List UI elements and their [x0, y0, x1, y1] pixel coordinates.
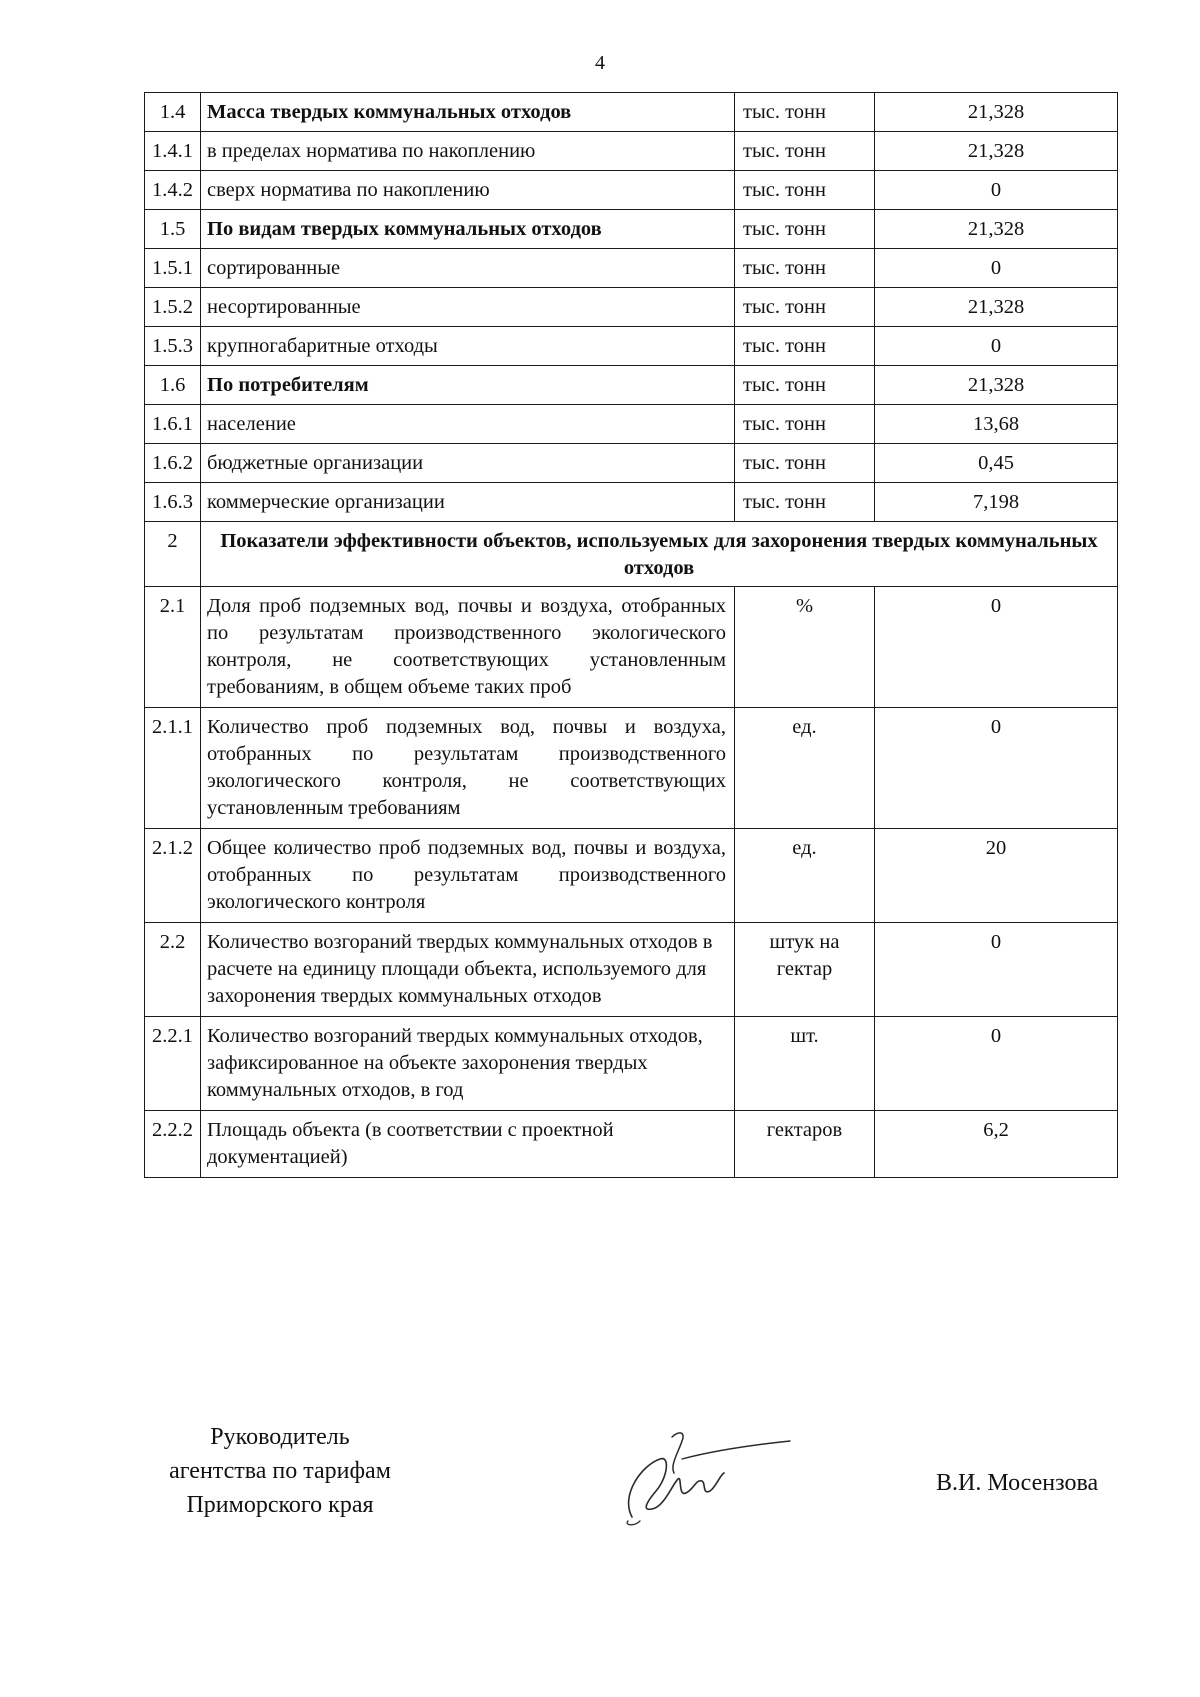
section-title: Показатели эффективности объектов, используемых для захоронения твердых коммунальных отходов — [201, 522, 1118, 587]
row-unit: шт. — [735, 1017, 875, 1111]
row-unit: тыс. тонн — [735, 288, 875, 327]
row-number: 1.5 — [145, 210, 201, 249]
row-number: 2.1.1 — [145, 708, 201, 829]
row-number: 2.1 — [145, 587, 201, 708]
row-name: коммерческие организации — [201, 483, 735, 522]
row-number: 2.2.2 — [145, 1111, 201, 1178]
row-value: 0 — [875, 587, 1118, 708]
row-name: бюджетные организации — [201, 444, 735, 483]
row-number: 1.6.1 — [145, 405, 201, 444]
row-value: 0 — [875, 923, 1118, 1017]
row-unit: тыс. тонн — [735, 210, 875, 249]
row-name: Доля проб подземных вод, почвы и воздуха, отобранных по результатам производственного экологического контроля, не соответствующих установленным требованиям, в общем объеме таких проб — [201, 587, 735, 708]
row-unit: тыс. тонн — [735, 171, 875, 210]
row-value: 6,2 — [875, 1111, 1118, 1178]
row-value: 0 — [875, 327, 1118, 366]
table-row — [145, 923, 1118, 1017]
signer-name: В.И. Мосензова — [936, 1470, 1099, 1496]
table-row — [145, 249, 1118, 288]
row-value: 21,328 — [875, 93, 1118, 132]
row-name: несортированные — [201, 288, 735, 327]
row-value: 13,68 — [875, 405, 1118, 444]
row-unit: ед. — [735, 708, 875, 829]
row-value: 0 — [875, 708, 1118, 829]
row-number: 2.2 — [145, 923, 201, 1017]
row-name: Площадь объекта (в соответствии с проектной документацией) — [201, 1111, 735, 1178]
row-number: 1.4 — [145, 93, 201, 132]
row-number: 2.2.1 — [145, 1017, 201, 1111]
row-number: 1.6.2 — [145, 444, 201, 483]
indicators-table — [144, 92, 1118, 1178]
row-unit: ед. — [735, 829, 875, 923]
row-number: 1.5.3 — [145, 327, 201, 366]
position-line: Руководитель — [210, 1424, 350, 1450]
row-number: 1.5.1 — [145, 249, 201, 288]
row-unit: тыс. тонн — [735, 444, 875, 483]
section-number: 2 — [145, 522, 201, 587]
signatory-position — [140, 1420, 420, 1522]
row-unit: гектаров — [735, 1111, 875, 1178]
indicators-table-body — [145, 93, 1118, 1178]
table-row — [145, 1111, 1118, 1178]
table-row — [145, 1017, 1118, 1111]
row-value: 0 — [875, 249, 1118, 288]
row-value: 0,45 — [875, 444, 1118, 483]
row-unit: тыс. тонн — [735, 249, 875, 288]
row-value: 21,328 — [875, 132, 1118, 171]
table-row — [145, 366, 1118, 405]
table-row — [145, 171, 1118, 210]
row-unit: тыс. тонн — [735, 132, 875, 171]
row-unit: тыс. тонн — [735, 366, 875, 405]
table-row — [145, 132, 1118, 171]
table-row — [145, 483, 1118, 522]
row-name: население — [201, 405, 735, 444]
row-number: 2.1.2 — [145, 829, 201, 923]
row-unit: тыс. тонн — [735, 483, 875, 522]
row-name: Масса твердых коммунальных отходов — [201, 93, 735, 132]
row-unit: тыс. тонн — [735, 405, 875, 444]
row-name: По потребителям — [201, 366, 735, 405]
row-name: Количество возгораний твердых коммунальных отходов в расчете на единицу площади объекта, используемого для захоронения твердых коммунальных отходов — [201, 923, 735, 1017]
row-value: 0 — [875, 1017, 1118, 1111]
row-number: 1.6.3 — [145, 483, 201, 522]
row-unit: % — [735, 587, 875, 708]
position-line: агентства по тарифам — [169, 1458, 391, 1484]
row-name: сверх норматива по накоплению — [201, 171, 735, 210]
row-number: 1.6 — [145, 366, 201, 405]
row-number: 1.5.2 — [145, 288, 201, 327]
table-row — [145, 327, 1118, 366]
handwritten-signature — [612, 1425, 792, 1535]
table-row — [145, 444, 1118, 483]
row-number: 1.4.2 — [145, 171, 201, 210]
row-name: в пределах норматива по накоплению — [201, 132, 735, 171]
table-row — [145, 93, 1118, 132]
table-row — [145, 405, 1118, 444]
table-row — [145, 210, 1118, 249]
row-number: 1.4.1 — [145, 132, 201, 171]
row-unit: тыс. тонн — [735, 93, 875, 132]
table-row — [145, 829, 1118, 923]
row-name: Количество возгораний твердых коммунальных отходов, зафиксированное на объекте захоронения твердых коммунальных отходов, в год — [201, 1017, 735, 1111]
section-header-row — [145, 522, 1118, 587]
row-value: 21,328 — [875, 366, 1118, 405]
row-name: Количество проб подземных вод, почвы и воздуха, отобранных по результатам производственного экологического контроля, не соответствующих установленным требованиям — [201, 708, 735, 829]
position-line: Приморского края — [186, 1492, 374, 1518]
row-unit: тыс. тонн — [735, 327, 875, 366]
row-name: сортированные — [201, 249, 735, 288]
table-row — [145, 288, 1118, 327]
page-number: 4 — [595, 52, 605, 74]
row-value: 21,328 — [875, 288, 1118, 327]
row-value: 7,198 — [875, 483, 1118, 522]
row-unit: штук на гектар — [735, 923, 875, 1017]
row-name: По видам твердых коммунальных отходов — [201, 210, 735, 249]
table-row — [145, 587, 1118, 708]
row-name: крупногабаритные отходы — [201, 327, 735, 366]
row-value: 21,328 — [875, 210, 1118, 249]
row-value: 20 — [875, 829, 1118, 923]
row-name: Общее количество проб подземных вод, почвы и воздуха, отобранных по результатам производственного экологического контроля — [201, 829, 735, 923]
table-row — [145, 708, 1118, 829]
row-value: 0 — [875, 171, 1118, 210]
